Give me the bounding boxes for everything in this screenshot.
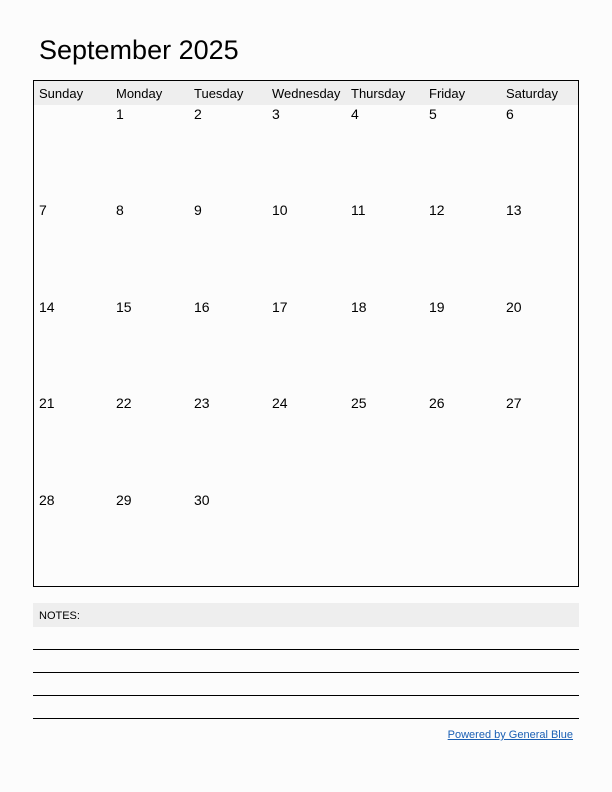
- weekday-sunday: Sunday: [39, 86, 84, 101]
- note-line: [33, 672, 579, 673]
- note-line: [33, 695, 579, 696]
- day-number: 20: [506, 299, 522, 315]
- weekday-monday: Monday: [116, 86, 163, 101]
- day-number: 17: [272, 299, 288, 315]
- day-number: 30: [194, 492, 210, 508]
- weekday-saturday: Saturday: [506, 86, 559, 101]
- day-number: 14: [39, 299, 55, 315]
- day-number: 23: [194, 395, 210, 411]
- day-number: 3: [272, 106, 280, 122]
- day-number: 22: [116, 395, 132, 411]
- day-number: 25: [351, 395, 367, 411]
- notes-label: NOTES:: [39, 610, 80, 622]
- note-line: [33, 718, 579, 719]
- day-number: 11: [351, 202, 366, 218]
- day-number: 27: [506, 395, 522, 411]
- day-number: 26: [429, 395, 445, 411]
- day-number: 24: [272, 395, 288, 411]
- weekday-wednesday: Wednesday: [272, 86, 341, 101]
- powered-by-link[interactable]: Powered by General Blue: [447, 729, 573, 741]
- day-number: 4: [351, 106, 359, 122]
- day-number: 19: [429, 299, 445, 315]
- day-number: 29: [116, 492, 132, 508]
- notes-header: [33, 603, 579, 627]
- day-number: 18: [351, 299, 367, 315]
- day-number: 15: [116, 299, 132, 315]
- day-number: 2: [194, 106, 202, 122]
- page-title: September 2025: [39, 35, 239, 65]
- day-number: 28: [39, 492, 55, 508]
- day-number: 13: [506, 202, 522, 218]
- day-number: 8: [116, 202, 124, 218]
- day-number: 7: [39, 202, 47, 218]
- day-number: 21: [39, 395, 55, 411]
- day-number: 1: [116, 106, 124, 122]
- weekday-thursday: Thursday: [351, 86, 406, 101]
- day-number: 6: [506, 106, 514, 122]
- day-number: 9: [194, 202, 202, 218]
- day-number: 5: [429, 106, 437, 122]
- weekday-tuesday: Tuesday: [194, 86, 244, 101]
- day-number: 12: [429, 202, 445, 218]
- weekday-friday: Friday: [429, 86, 466, 101]
- note-line: [33, 649, 579, 650]
- day-number: 10: [272, 202, 288, 218]
- weekday-header-row: [34, 81, 578, 105]
- calendar-grid: [33, 80, 579, 587]
- day-number: 16: [194, 299, 210, 315]
